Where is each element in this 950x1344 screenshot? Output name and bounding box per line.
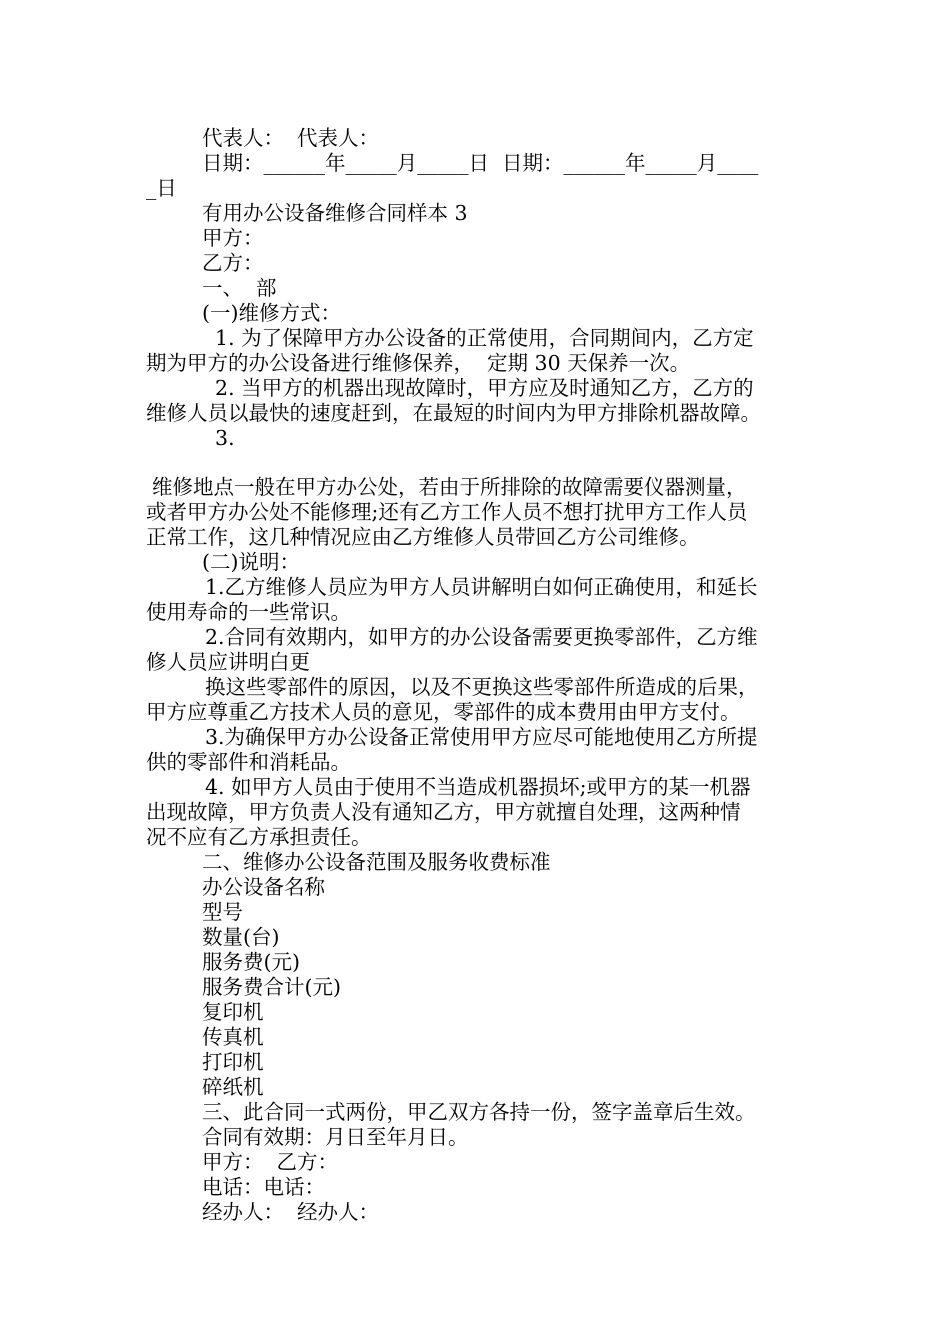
equipment-fax: 传真机 [202, 1025, 264, 1049]
section-three-text: 三、此合同一式两份，甲乙双方各持一份，签字盖章后生效。 [202, 1100, 756, 1124]
section-two-heading: 二、维修办公设备范围及服务收费标准 [202, 850, 551, 874]
equipment-printer: 打印机 [202, 1050, 264, 1074]
subsection-notes: (二)说明： [202, 550, 300, 574]
clause-1-line-1: 1. 为了保障甲方办公设备的正常使用，合同期间内，乙方定 [202, 326, 754, 350]
clause-3-line-1: 维修地点一般在甲方办公处，若由于所排除的故障需要仪器测量， [152, 475, 747, 499]
note-4-line-3: 况不应有乙方承担责任。 [146, 825, 372, 849]
service-fee-label: 服务费(元) [202, 950, 300, 974]
clause-2-line-2: 维修人员以最快的速度赶到，在最短的时间内为甲方排除机器故障。 [146, 401, 761, 425]
party-b-line: 乙方： [202, 251, 264, 275]
note-3-line-1: 3.为确保甲方办公设备正常使用甲方应尽可能地使用乙方所提 [205, 725, 758, 749]
note-2-line-1: 2.合同有效期内，如甲方的办公设备需要更换零部件，乙方维 [205, 625, 758, 649]
note-2-line-4: 甲方应尊重乙方技术人员的意见，零部件的成本费用由甲方支付。 [146, 700, 741, 724]
handler-line: 经办人： 经办人： [202, 1200, 380, 1224]
clause-3-number: 3. [202, 426, 235, 450]
clause-1-line-2: 期为甲方的办公设备进行维修保养， 定期 30 天保养一次。 [146, 351, 691, 375]
representative-line: 代表人： 代表人： [202, 126, 380, 150]
subsection-maintenance-method: (一)维修方式： [202, 301, 341, 325]
validity-period-line: 合同有效期：月日至年月日。 [202, 1125, 469, 1149]
note-2-line-3: 换这些零部件的原因，以及不更换这些零部件所造成的后果， [205, 675, 759, 699]
equipment-shredder: 碎纸机 [202, 1075, 264, 1099]
clause-2-line-1: 2. 当甲方的机器出现故障时，甲方应及时通知乙方，乙方的 [202, 376, 754, 400]
equipment-copier: 复印机 [202, 1000, 264, 1024]
note-4-line-1: 4. 如甲方人员由于使用不当造成机器损坏;或甲方的某一机器 [205, 775, 751, 799]
model-label: 型号 [202, 900, 243, 924]
parties-signature-line: 甲方： 乙方： [202, 1150, 339, 1174]
service-fee-total-label: 服务费合计(元) [202, 975, 341, 999]
note-1-line-1: 1.乙方维修人员应为甲方人员讲解明白如何正确使用，和延长 [205, 575, 758, 599]
quantity-label: 数量(台) [202, 925, 280, 949]
date-line: 日期：______年_____月_____日 日期：______年_____月____ [202, 151, 759, 175]
note-1-line-2: 使用寿命的一些常识。 [146, 600, 351, 624]
clause-3-line-2: 或者甲方办公处不能修理;还有乙方工作人员不想打扰甲方工作人员 [146, 500, 748, 524]
note-2-line-2: 修人员应讲明白更 [146, 650, 310, 674]
note-3-line-2: 供的零部件和消耗品。 [146, 750, 351, 774]
note-4-line-2: 出现故障，甲方负责人没有通知乙方，甲方就擅自处理，这两种情 [146, 800, 741, 824]
party-a-line: 甲方： [202, 226, 264, 250]
date-line-continued: _日 [146, 176, 177, 200]
section-one-heading: 一、 部 [202, 276, 277, 300]
contract-title: 有用办公设备维修合同样本 3 [202, 201, 468, 225]
equipment-name-label: 办公设备名称 [202, 875, 325, 899]
clause-3-line-3: 正常工作，这几种情况应由乙方维修人员带回乙方公司维修。 [146, 525, 700, 549]
phone-line: 电话：电话： [202, 1175, 325, 1199]
